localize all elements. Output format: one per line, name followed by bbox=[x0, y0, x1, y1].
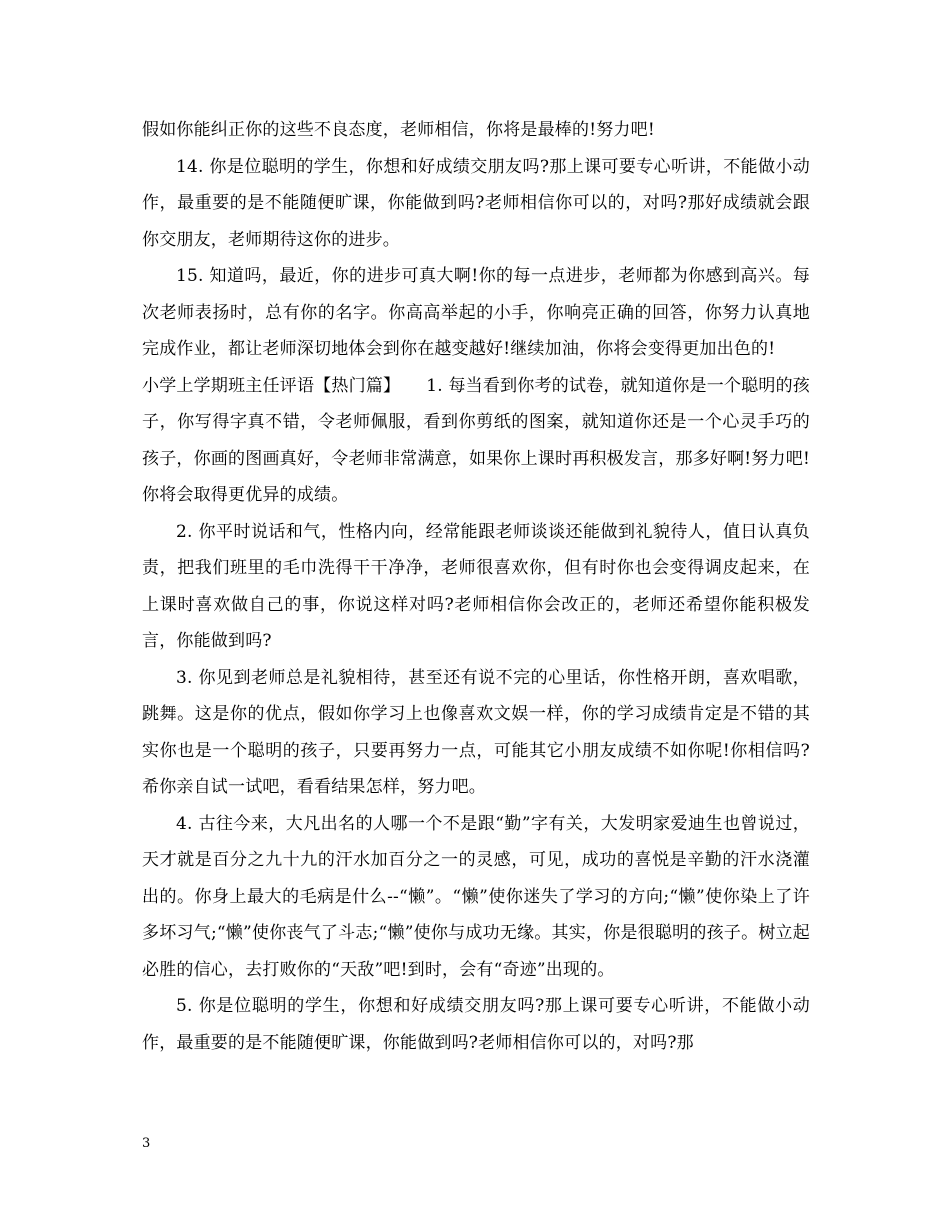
document-body bbox=[142, 112, 810, 1061]
paragraph: 假如你能纠正你的这些不良态度，老师相信，你将是最棒的!努力吧! bbox=[142, 120, 655, 140]
paragraph: 2. 你平时说话和气，性格内向，经常能跟老师谈谈还能做到礼貌待人，值日认真负责，把我们班里的毛巾洗得干干净净，老师很喜欢你，但有时你也会变得调皮起来，在上课时喜欢做自己的事，你说这样对吗?老师相信你会改正的，老师还希望你能积极发言，你能做到吗? bbox=[142, 521, 810, 651]
section-heading-paragraph: 小学上学期班主任评语【热门篇】 1. 每当看到你考的试卷，就知道你是一个聪明的孩子，你写得字真不错，令老师佩服，看到你剪纸的图案，就知道你还是一个心灵手巧的孩子，你画的图画真好，令老师非常满意，如果你上课时再积极发言，那多好啊!努力吧!你将会取得更优异的成绩。 bbox=[142, 375, 810, 505]
page-number: 3 bbox=[142, 1136, 151, 1151]
paragraph: 15. 知道吗，最近，你的进步可真大啊!你的每一点进步，老师都为你感到高兴。每次老师表扬时，总有你的名字。你高高举起的小手，你响亮正确的回答，你努力认真地完成作业，都让老师深切地体会到你在越变越好!继续加油，你将会变得更加出色的! bbox=[142, 266, 810, 359]
paragraph: 4. 古往今来，大凡出名的人哪一个不是跟“勤”字有关，大发明家爱迪生也曾说过，天才就是百分之九十九的汗水加百分之一的灵感，可见，成功的喜悦是辛勤的汗水浇灌出的。你身上最大的毛病是什么--“懒”。“懒”使你迷失了学习的方向;“懒”使你染上了许多坏习气;“懒”使你丧气了斗志;“懒”使你与成功无缘。其实，你是很聪明的孩子。树立起必胜的信心，去打败你的“天敌”吧!到时，会有“奇迹”出现的。 bbox=[142, 813, 810, 980]
paragraph: 14. 你是位聪明的学生，你想和好成绩交朋友吗?那上课可要专心听讲，不能做小动作，最重要的是不能随便旷课，你能做到吗?老师相信你可以的，对吗?那好成绩就会跟你交朋友，老师期待这你的进步。 bbox=[142, 156, 810, 250]
paragraph: 5. 你是位聪明的学生，你想和好成绩交朋友吗?那上课可要专心听讲，不能做小动作，最重要的是不能随便旷课，你能做到吗?老师相信你可以的，对吗?那 bbox=[142, 996, 810, 1053]
paragraph: 3. 你见到老师总是礼貌相待，甚至还有说不完的心里话，你性格开朗，喜欢唱歌，跳舞。这是你的优点，假如你学习上也像喜欢文娱一样，你的学习成绩肯定是不错的其实你也是一个聪明的孩子，只要再努力一点，可能其它小朋友成绩不如你呢!你相信吗?希你亲自试一试吧，看看结果怎样，努力吧。 bbox=[142, 667, 810, 797]
